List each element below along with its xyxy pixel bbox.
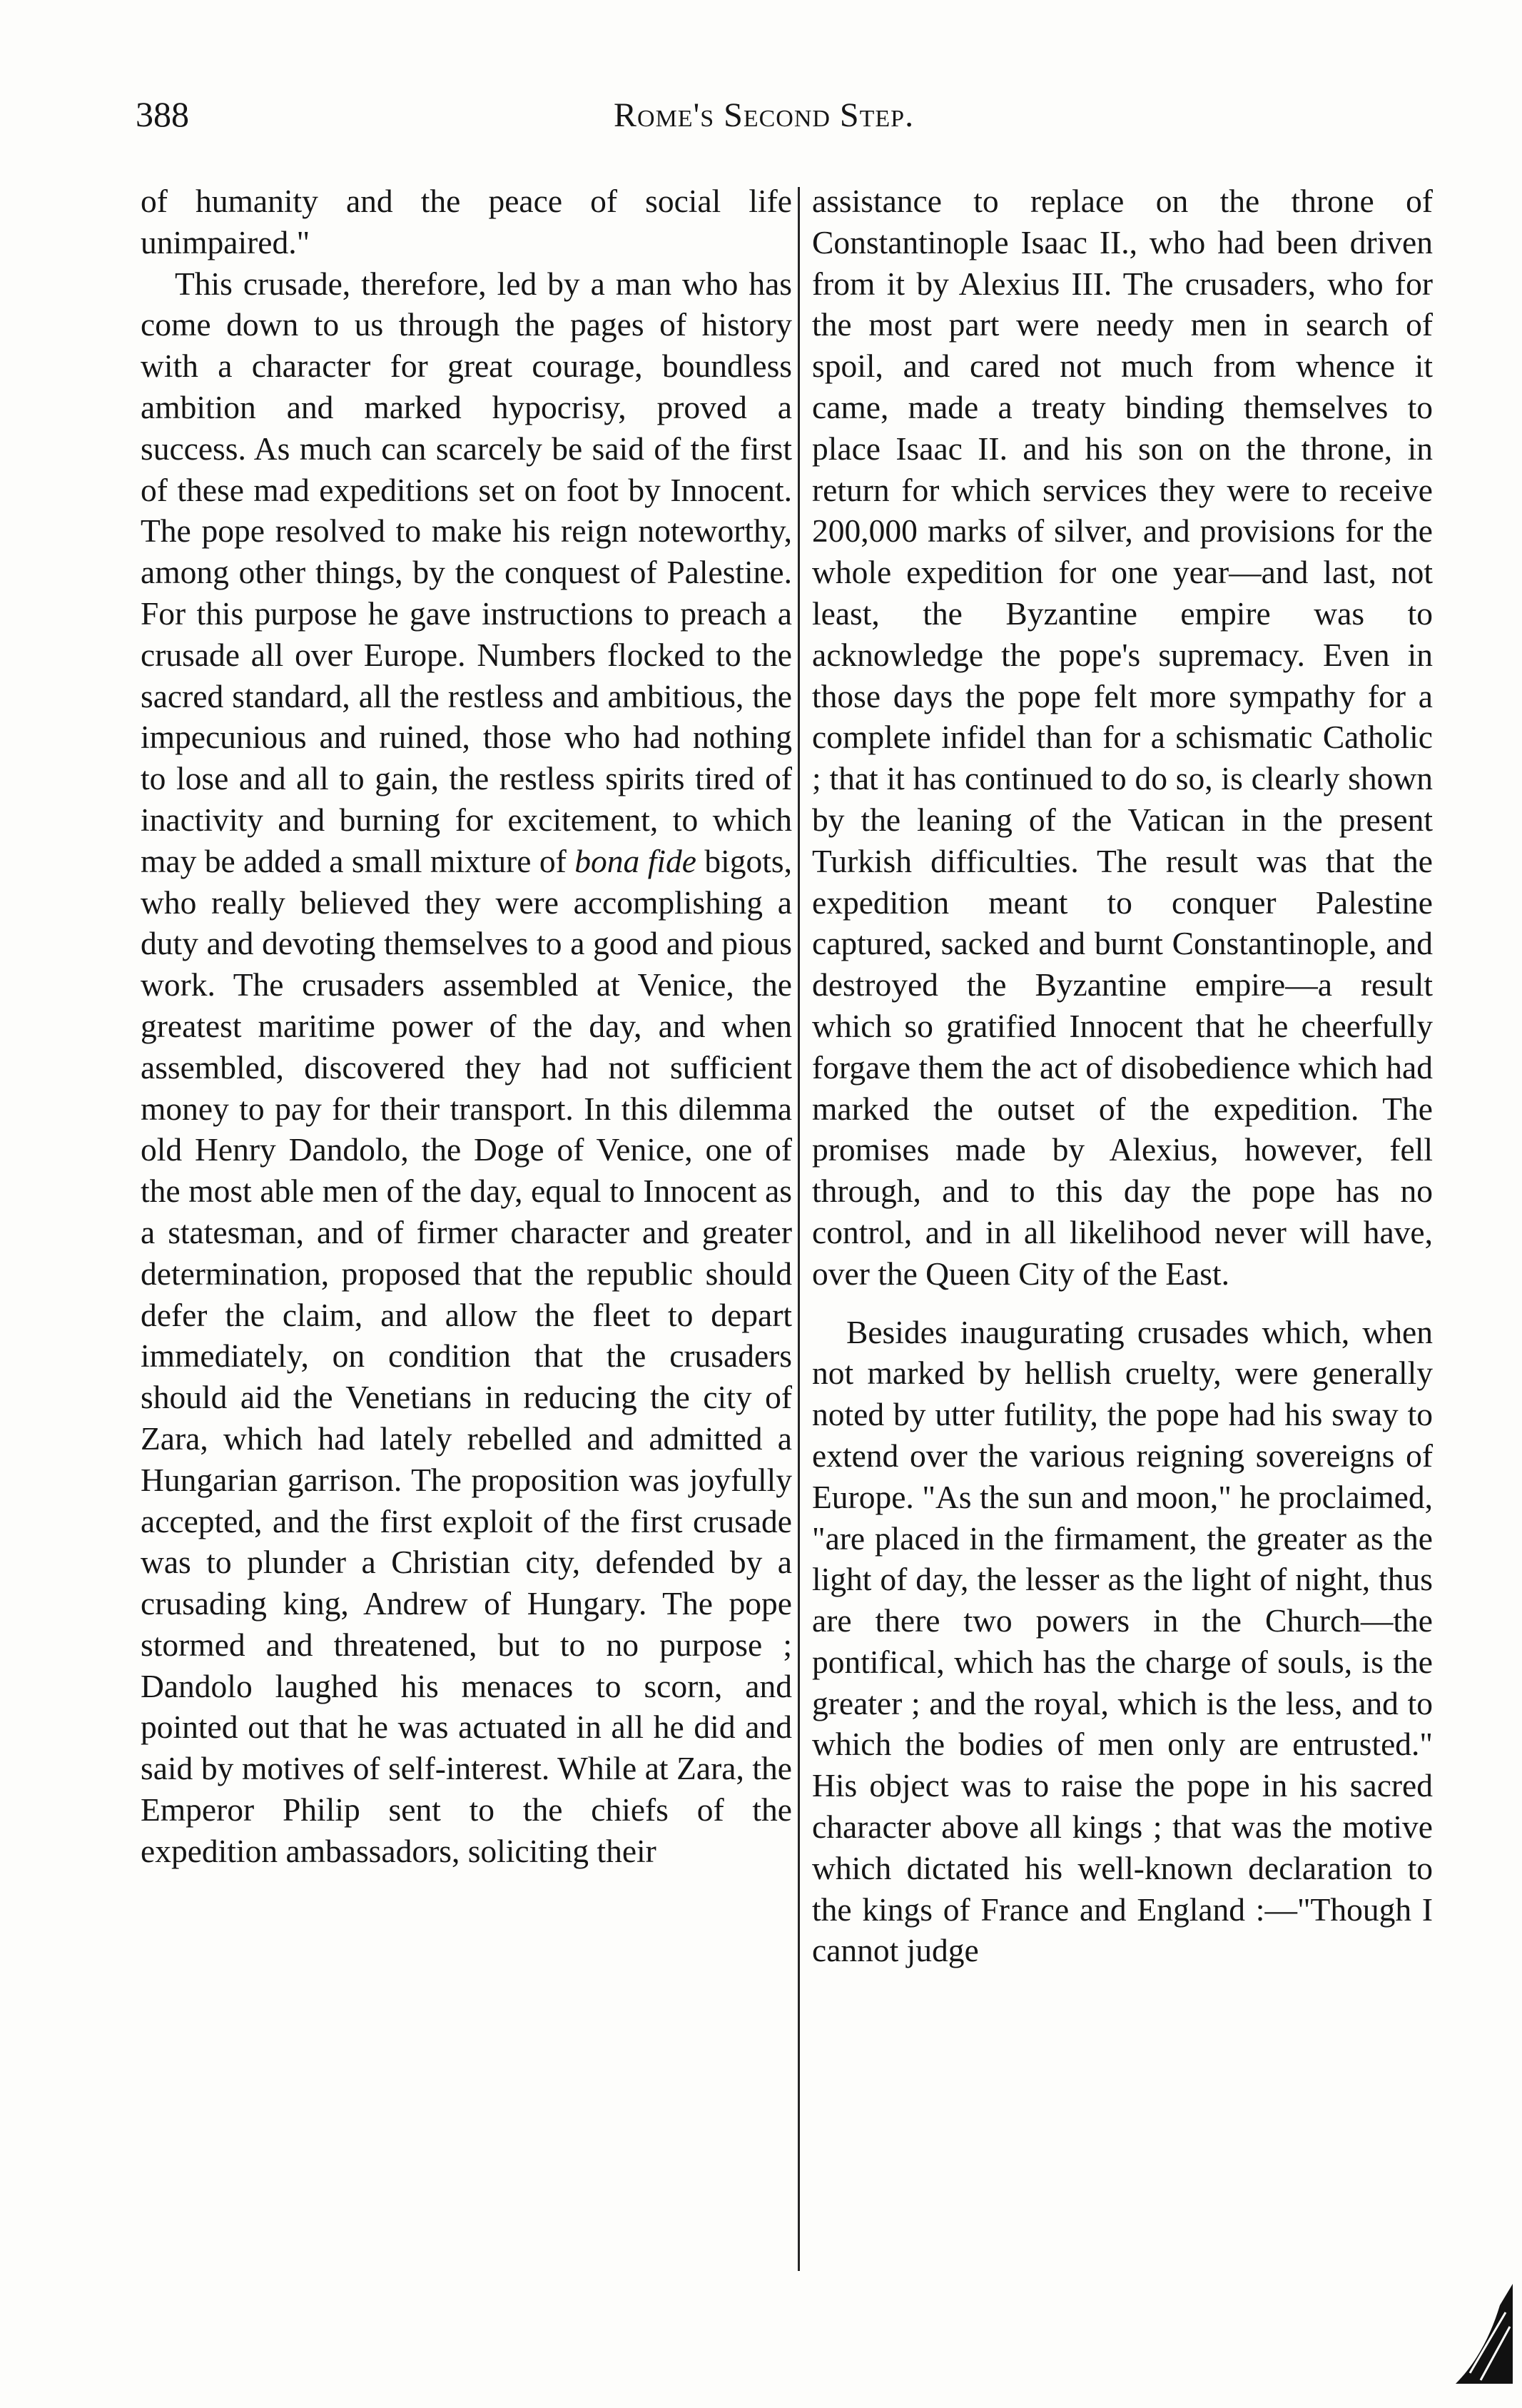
left-paragraph-2-end: bigots, who really believed they were accomplishing a duty and devoting themselves to a good and pious work. The crusaders assembled at Venice, the greatest maritime power of the day, and when assembled, discovered they had not sufficient money to pay for their transport. In this dilemma old Henry Dandolo, the Doge of Venice, one of the most able men of the day, equal to Innocent as a statesman, and of firmer character and greater determination, proposed that the republic should defer the claim, and allow the fleet to depart immediately, on condition that the crusaders should aid the Venetians in reducing the city of Zara, which had lately rebelled and admitted a Hungarian garrison. The proposition was joyfully accepted, and the first exploit of the first crusade was to plunder a Christian city, defended by a crusading king, Andrew of Hungary. The pope stormed and threatened, but to no purpose ; Dandolo laughed his menaces to scorn, and pointed out that he was actuated in all he did and said by motives of self-interest. While at Zara, the Emperor Philip sent to the chiefs of the expedition ambassadors, soliciting their bbox=[141, 842, 792, 1869]
right-column bbox=[812, 181, 1433, 1971]
right-paragraph-1: assistance to replace on the throne of Constantinople Isaac II., who had been driven from it by Alexius III. The crusaders, who for the most part were needy men in search of spoil, and cared not much from whence it came, made a treaty binding themselves to place Isaac II. and his son on the throne, in return for which services they were to receive 200,000 marks of silver, and provisions for the whole expedition for one year—and last, not least, the Byzantine empire was to acknowledge the pope's supremacy. Even in those days the pope felt more sympathy for a complete infidel than for a schismatic Catholic ; that it has continued to do so, is clearly shown by the leaning of the Vatican in the present Turkish difficulties. The result was that the expedition meant to conquer Palestine captured, sacked and burnt Constantinople, and destroyed the Byzantine empire—a result which so gratified Innocent that he cheerfully forgave them the act of disobedience which had marked the outset of the expedition. The promises made by Alexius, however, fell through, and to this day the pope has no control, and in all likelihood never will have, over the Queen City of the East. bbox=[812, 183, 1433, 1292]
italic-phrase: bona fide bbox=[574, 842, 696, 879]
running-head: Rome's Second Step. bbox=[614, 96, 915, 134]
page-number: 388 bbox=[136, 94, 189, 134]
left-paragraph-2-start: This crusade, therefore, led by a man who has come down to us through the pages of history with a character for great courage, boundless ambition and marked hypocrisy, proved a success. As much can scarcely be said of the first of these mad expeditions set on foot by Innocent. The pope resolved to make his reign noteworthy, among other things, by the conquest of Palestine. For this purpose he gave instructions to preach a crusade all over Europe. Numbers flocked to the sacred standard, all the restless and ambitious, the impecunious and ruined, those who had nothing to lose and all to gain, the restless spirits tired of inactivity and burning for excitement, to which may be added a small mixture of bbox=[141, 265, 792, 879]
left-paragraph-2 bbox=[141, 263, 792, 1872]
left-paragraph-1: of humanity and the peace of social life unimpaired." bbox=[141, 183, 792, 260]
page-corner-mark bbox=[1456, 2284, 1513, 2384]
right-paragraph-2: Besides inaugurating crusades which, when not marked by hellish cruelty, were generally noted by utter futility, the pope had his sway to extend over the various reigning sovereigns of Europe. "As the sun and moon," he proclaimed, "are placed in the firmament, the greater as the light of day, the lesser as the light of night, thus are there two powers in the Church—the pontifical, which has the charge of souls, is the greater ; and the royal, which is the less, and to which the bodies of men only are entrusted." His object was to raise the pope in his sacred character above all kings ; that was the motive which dictated his well-known declaration to the kings of France and England :—"Though I cannot judge bbox=[812, 1313, 1433, 1969]
left-column bbox=[141, 181, 792, 1872]
column-divider bbox=[798, 187, 800, 2271]
